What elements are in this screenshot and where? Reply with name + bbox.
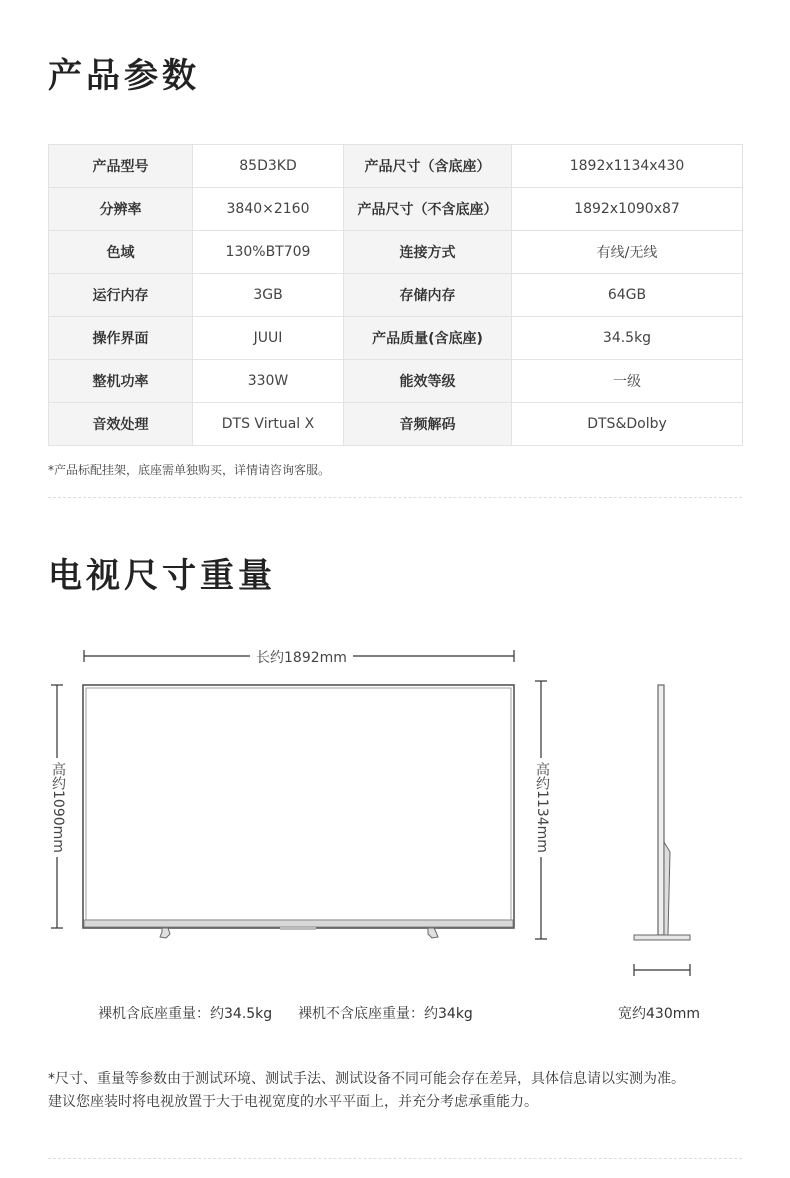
spec-label: 产品质量(含底座) [344,317,512,360]
footnote-line-2: 建议您座装时将电视放置于大于电视宽度的水平平面上，并充分考虑承重能力。 [48,1094,538,1110]
spec-label: 音频解码 [344,403,512,446]
spec-value: 34.5kg [512,317,743,360]
spec-label: 能效等级 [344,360,512,403]
spec-value: 3GB [193,274,344,317]
length-label: 长约1892mm [250,647,353,667]
spec-label: 连接方式 [344,231,512,274]
section-divider [48,1158,742,1159]
spec-label: 音效处理 [49,403,193,446]
spec-value: JUUI [193,317,344,360]
tv-front-view [83,685,514,938]
spec-value: 64GB [512,274,743,317]
footnote-line-1: *尺寸、重量等参数由于测试环境、测试手法、测试设备不同可能会存在差异，具体信息请以实测为准。 [48,1071,685,1087]
spec-label: 分辨率 [49,188,193,231]
spec-value: 一级 [512,360,743,403]
spec-value: 1892x1090x87 [512,188,743,231]
spec-label: 整机功率 [49,360,193,403]
spec-note: *产品标配挂架，底座需单独购买，详情请咨询客服。 [48,463,331,477]
spec-label: 产品型号 [49,145,193,188]
spec-label: 运行内存 [49,274,193,317]
spec-value: DTS Virtual X [193,403,344,446]
spec-value: DTS&Dolby [512,403,743,446]
height-with-stand-label: 高约1134mm [532,758,552,857]
weight-with-stand: 裸机含底座重量：约34.5kg [98,1006,273,1022]
spec-section-title: 产品参数 [48,56,200,96]
tv-side-view [634,685,690,940]
spec-label: 产品尺寸（含底座） [344,145,512,188]
spec-value: 330W [193,360,344,403]
spec-value: 85D3KD [193,145,344,188]
spec-label: 存储内存 [344,274,512,317]
spec-label: 操作界面 [49,317,193,360]
weight-without-stand: 裸机不含底座重量：约34kg [298,1006,473,1022]
width-label: 宽约430mm [618,1006,700,1022]
spec-value: 1892x1134x430 [512,145,743,188]
spec-label: 色域 [49,231,193,274]
spec-value: 有线/无线 [512,231,743,274]
spec-label: 产品尺寸（不含底座） [344,188,512,231]
height-no-stand-label: 高约1090mm [48,758,68,857]
spec-value: 130%BT709 [193,231,344,274]
dimension-section-title: 电视尺寸重量 [48,556,276,596]
spec-value: 3840×2160 [193,188,344,231]
